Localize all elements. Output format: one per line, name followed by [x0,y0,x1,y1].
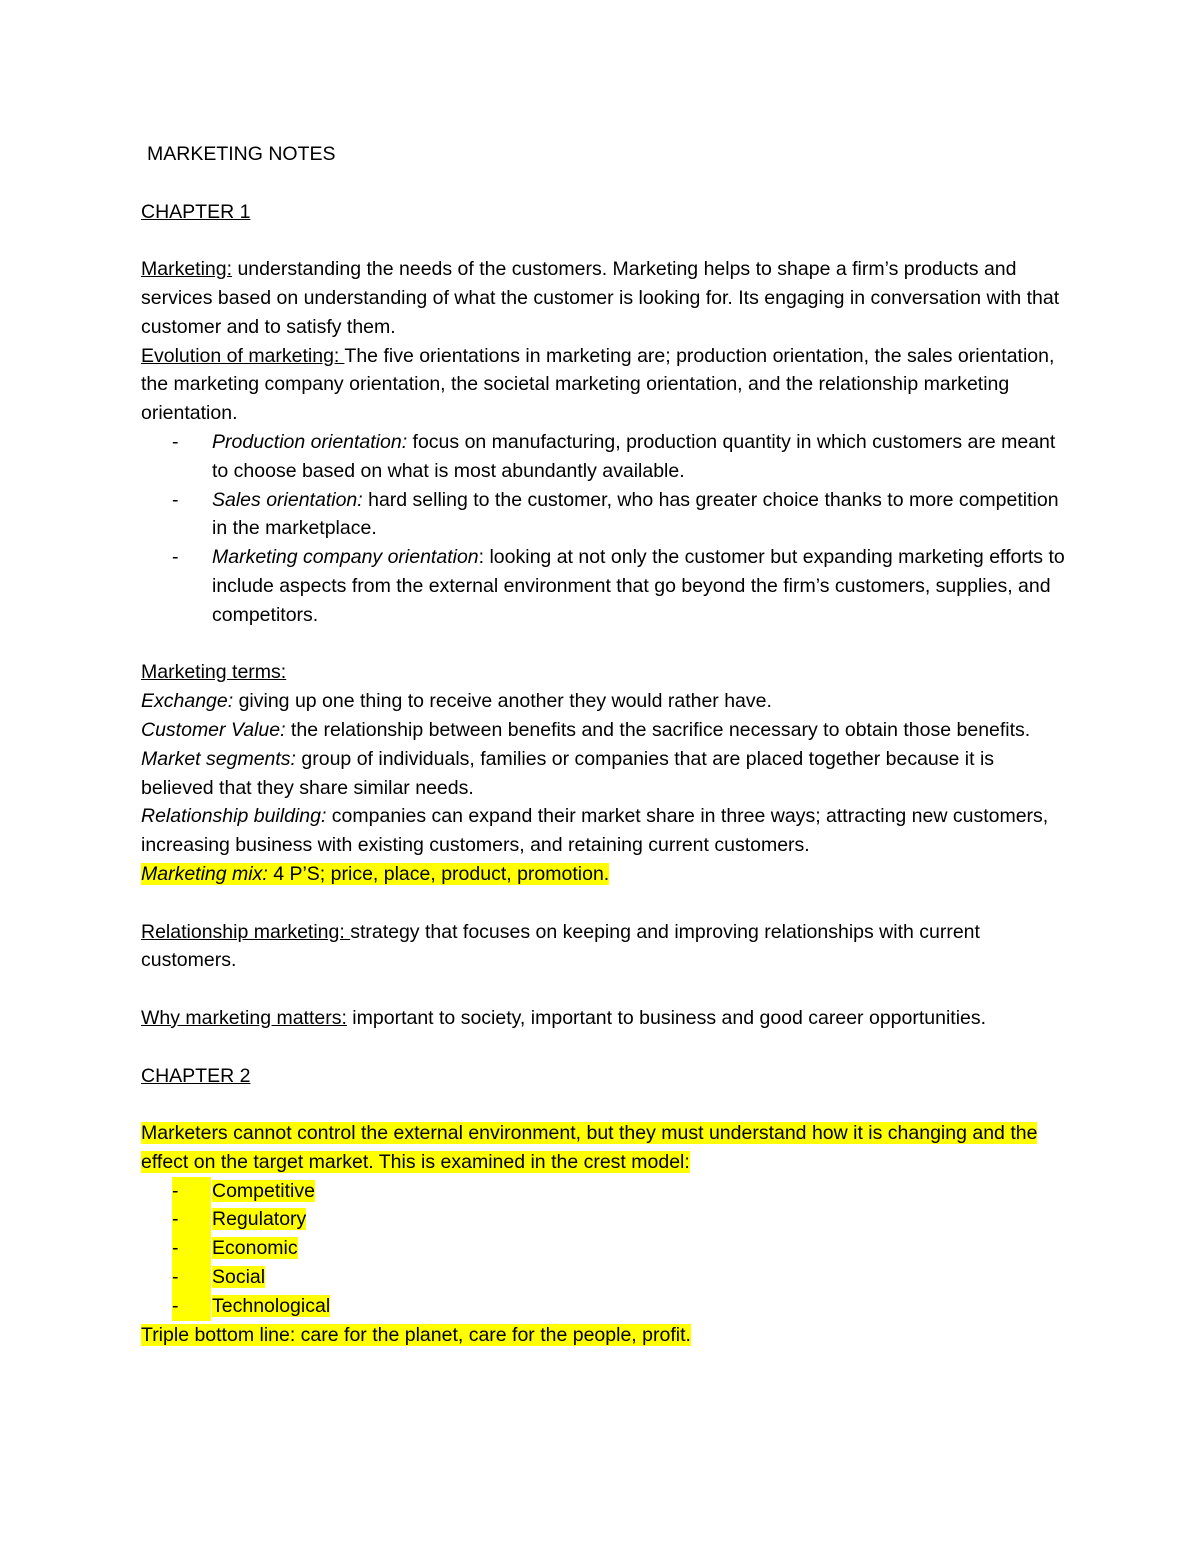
chapter-1-heading: CHAPTER 1 [141,200,251,223]
marketing-terms-heading: Marketing terms: [141,661,287,684]
document-title: MARKETING NOTES [147,143,336,165]
triple-bottom-line: Triple bottom line: care for the planet, care for the people, profit. [141,1323,691,1346]
list-item: - Marketing company orientation: looking at not only the customer but expanding marketing efforts to include aspects from the external environment that go beyond the firm’s customers, supplies, and competitors. [172,546,1065,626]
term-relationship-building: Relationship building: companies can expand their market share in three ways; attracting new customers, increasing business with existing customers, and retaining current customers. [141,805,1049,857]
marketing-term: Marketing: [141,258,233,281]
list-item: - Competitive [141,1177,1071,1206]
why-marketing-matters: Why marketing matters: important to society, important to business and good career opportunities. [141,1006,987,1029]
crest-model-list [141,1177,1071,1321]
term-marketing-mix: Marketing mix: 4 P’S; price, place, product, promotion. [141,862,610,885]
evolution-term: Evolution of marketing: [141,344,345,367]
term-customer-value: Customer Value: the relationship between benefits and the sacrifice necessary to obtain those benefits. [141,718,1031,741]
term-exchange: Exchange: giving up one thing to receive another they would rather have. [141,690,772,713]
list-item: - Technological [141,1292,1071,1321]
evolution-definition: Evolution of marketing: The five orientations in marketing are; production orientation, the sales orientation, the marketing company orientation, the societal marketing orientation, and the relationship marketing orientation. [141,344,1055,425]
marketing-definition: Marketing: understanding the needs of the customers. Marketing helps to shape a firm’s products and services based on understanding of what the customer is looking for. Its engaging in conversation with that customer and to satisfy them. [141,258,1060,338]
chapter-2-intro: Marketers cannot control the external environment, but they must understand how it is changing and the effect on the target market. This is examined in the crest model: [141,1122,1038,1173]
term-market-segments: Market segments: group of individuals, families or companies that are placed together because it is believed that they share similar needs. [141,747,995,799]
chapter-2-heading: CHAPTER 2 [141,1064,251,1087]
list-item: - Sales orientation: hard selling to the customer, who has greater choice thanks to more competition in the marketplace. [172,488,1059,540]
list-item: - Regulatory [141,1205,1071,1234]
list-item: - Social [141,1263,1071,1292]
orientation-list [141,428,1071,630]
relationship-marketing: Relationship marketing: strategy that focuses on keeping and improving relationships with current customers. [141,920,980,972]
list-item: - Economic [141,1234,1071,1263]
document-page [141,140,1071,1349]
list-item: - Production orientation: focus on manufacturing, production quantity in which customers are meant to choose based on what is most abundantly available. [172,430,1056,482]
